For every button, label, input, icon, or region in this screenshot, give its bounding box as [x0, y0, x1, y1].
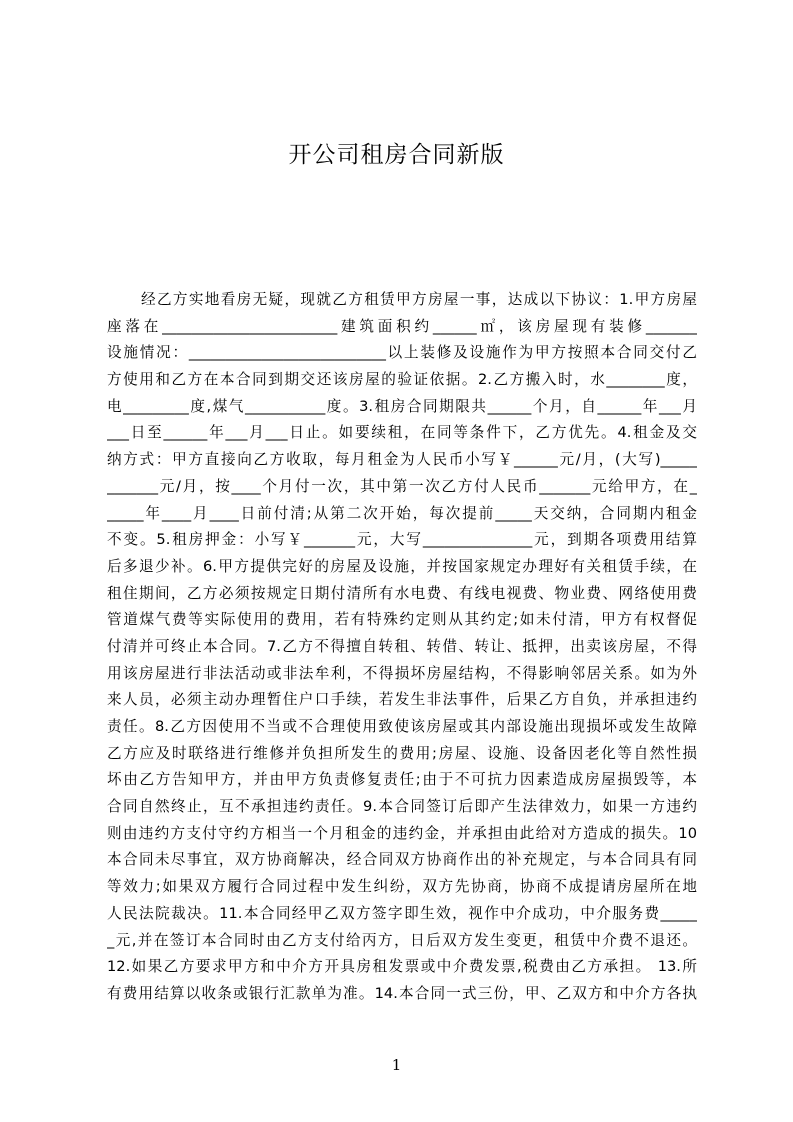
body-line: 人民法院裁决。11.本合同经甲乙双方签字即生效，视作中介成功，中介服务费_____: [107, 904, 697, 922]
body-line: 等效力;如果双方履行合同过程中发生纠纷，双方先协商，协商不成提请房屋所在地: [107, 878, 697, 896]
page-number: 1: [391, 1056, 402, 1074]
contract-body: [107, 287, 697, 1008]
body-line: 12.如果乙方要求甲方和中介方开具房租发票或中介费发票,税费由乙方承担。 13.所: [107, 958, 697, 976]
body-line: 设施情况：___________________________以上装修及设施作为甲方按照本合同交付乙: [107, 344, 697, 362]
body-line: 用该房屋进行非法活动或非法牟利，不得损坏房屋结构，不得影响邻居关系。如为外: [107, 664, 697, 682]
body-line: 有费用结算以收条或银行汇款单为准。14.本合同一式三份，甲、乙双方和中介方各执: [107, 984, 697, 1002]
body-line: 租住期间，乙方必须按规定日期付清所有水电费、有线电视费、物业费、网络使用费: [107, 584, 697, 602]
body-line: 不变。5.租房押金：小写￥_______元，大写_______________元，到期各项费用结算: [107, 531, 697, 549]
body-line: 付清并可终止本合同。7.乙方不得擅自转租、转借、转让、抵押，出卖该房屋，不得: [107, 637, 697, 655]
body-line: 纳方式：甲方直接向乙方收取，每月租金为人民币小写￥______元/月，(大写)_____: [107, 451, 697, 469]
body-line: 来人员，必须主动办理暂住户口手续，若发生非法事件，后果乙方自负，并承担违约: [107, 691, 697, 709]
body-line: 后多退少补。6.甲方提供完好的房屋及设施，并按国家规定办理好有关租赁手续，在: [107, 557, 697, 575]
body-line: 经乙方实地看房无疑，现就乙方租赁甲方房屋一事，达成以下协议：1.甲方房屋: [141, 291, 697, 308]
body-line: 本合同未尽事宜，双方协商解决，经合同双方协商作出的补充规定，与本合同具有同: [107, 851, 697, 869]
body-line: 合同自然终止，互不承担违约责任。9.本合同签订后即产生法律效力，如果一方违约: [107, 798, 697, 816]
document-title: 开公司租房合同新版: [288, 142, 505, 168]
body-line: 管道煤气费等实际使用的费用，若有特殊约定则从其约定;如未付清，甲方有权督促: [107, 611, 697, 629]
body-line: 座落在________________________建筑面积约______㎡，该房屋现有装修_______: [107, 317, 697, 335]
body-line: ___日至______年___月___日止。如要续租，在同等条件下，乙方优先。4.租金及交: [107, 424, 697, 442]
body-line: 责任。8.乙方因使用不当或不合理使用致使该房屋或其内部设施出现损坏或发生故障: [107, 718, 697, 735]
body-line: 电_________度,煤气___________度。3.租房合同期限共______个月，自______年___月: [107, 397, 697, 415]
body-line: _____年____月____日前付清;从第二次开始，每次提前_____天交纳，合同期内租金: [107, 504, 697, 522]
body-line: 则由违约方支付守约方相当一个月租金的违约金，并承担由此给对方造成的损失。10: [107, 824, 697, 842]
body-line: 乙方应及时联络进行维修并负担所发生的费用;房屋、设施、设备因老化等自然性损: [107, 744, 697, 762]
body-line: 坏由乙方告知甲方，并由甲方负责修复责任;由于不可抗力因素造成房屋损毁等，本: [107, 771, 697, 789]
body-line: _元,并在签订本合同时由乙方支付给丙方，日后双方发生变更，租赁中介费不退还。: [107, 931, 697, 949]
body-line: 方使用和乙方在本合同到期交还该房屋的验证依据。2.乙方搬入时，水________度，: [107, 371, 697, 389]
body-line: _______元/月，按____个月付一次，其中第一次乙方付人民币_______元给甲方，在_: [107, 477, 697, 495]
